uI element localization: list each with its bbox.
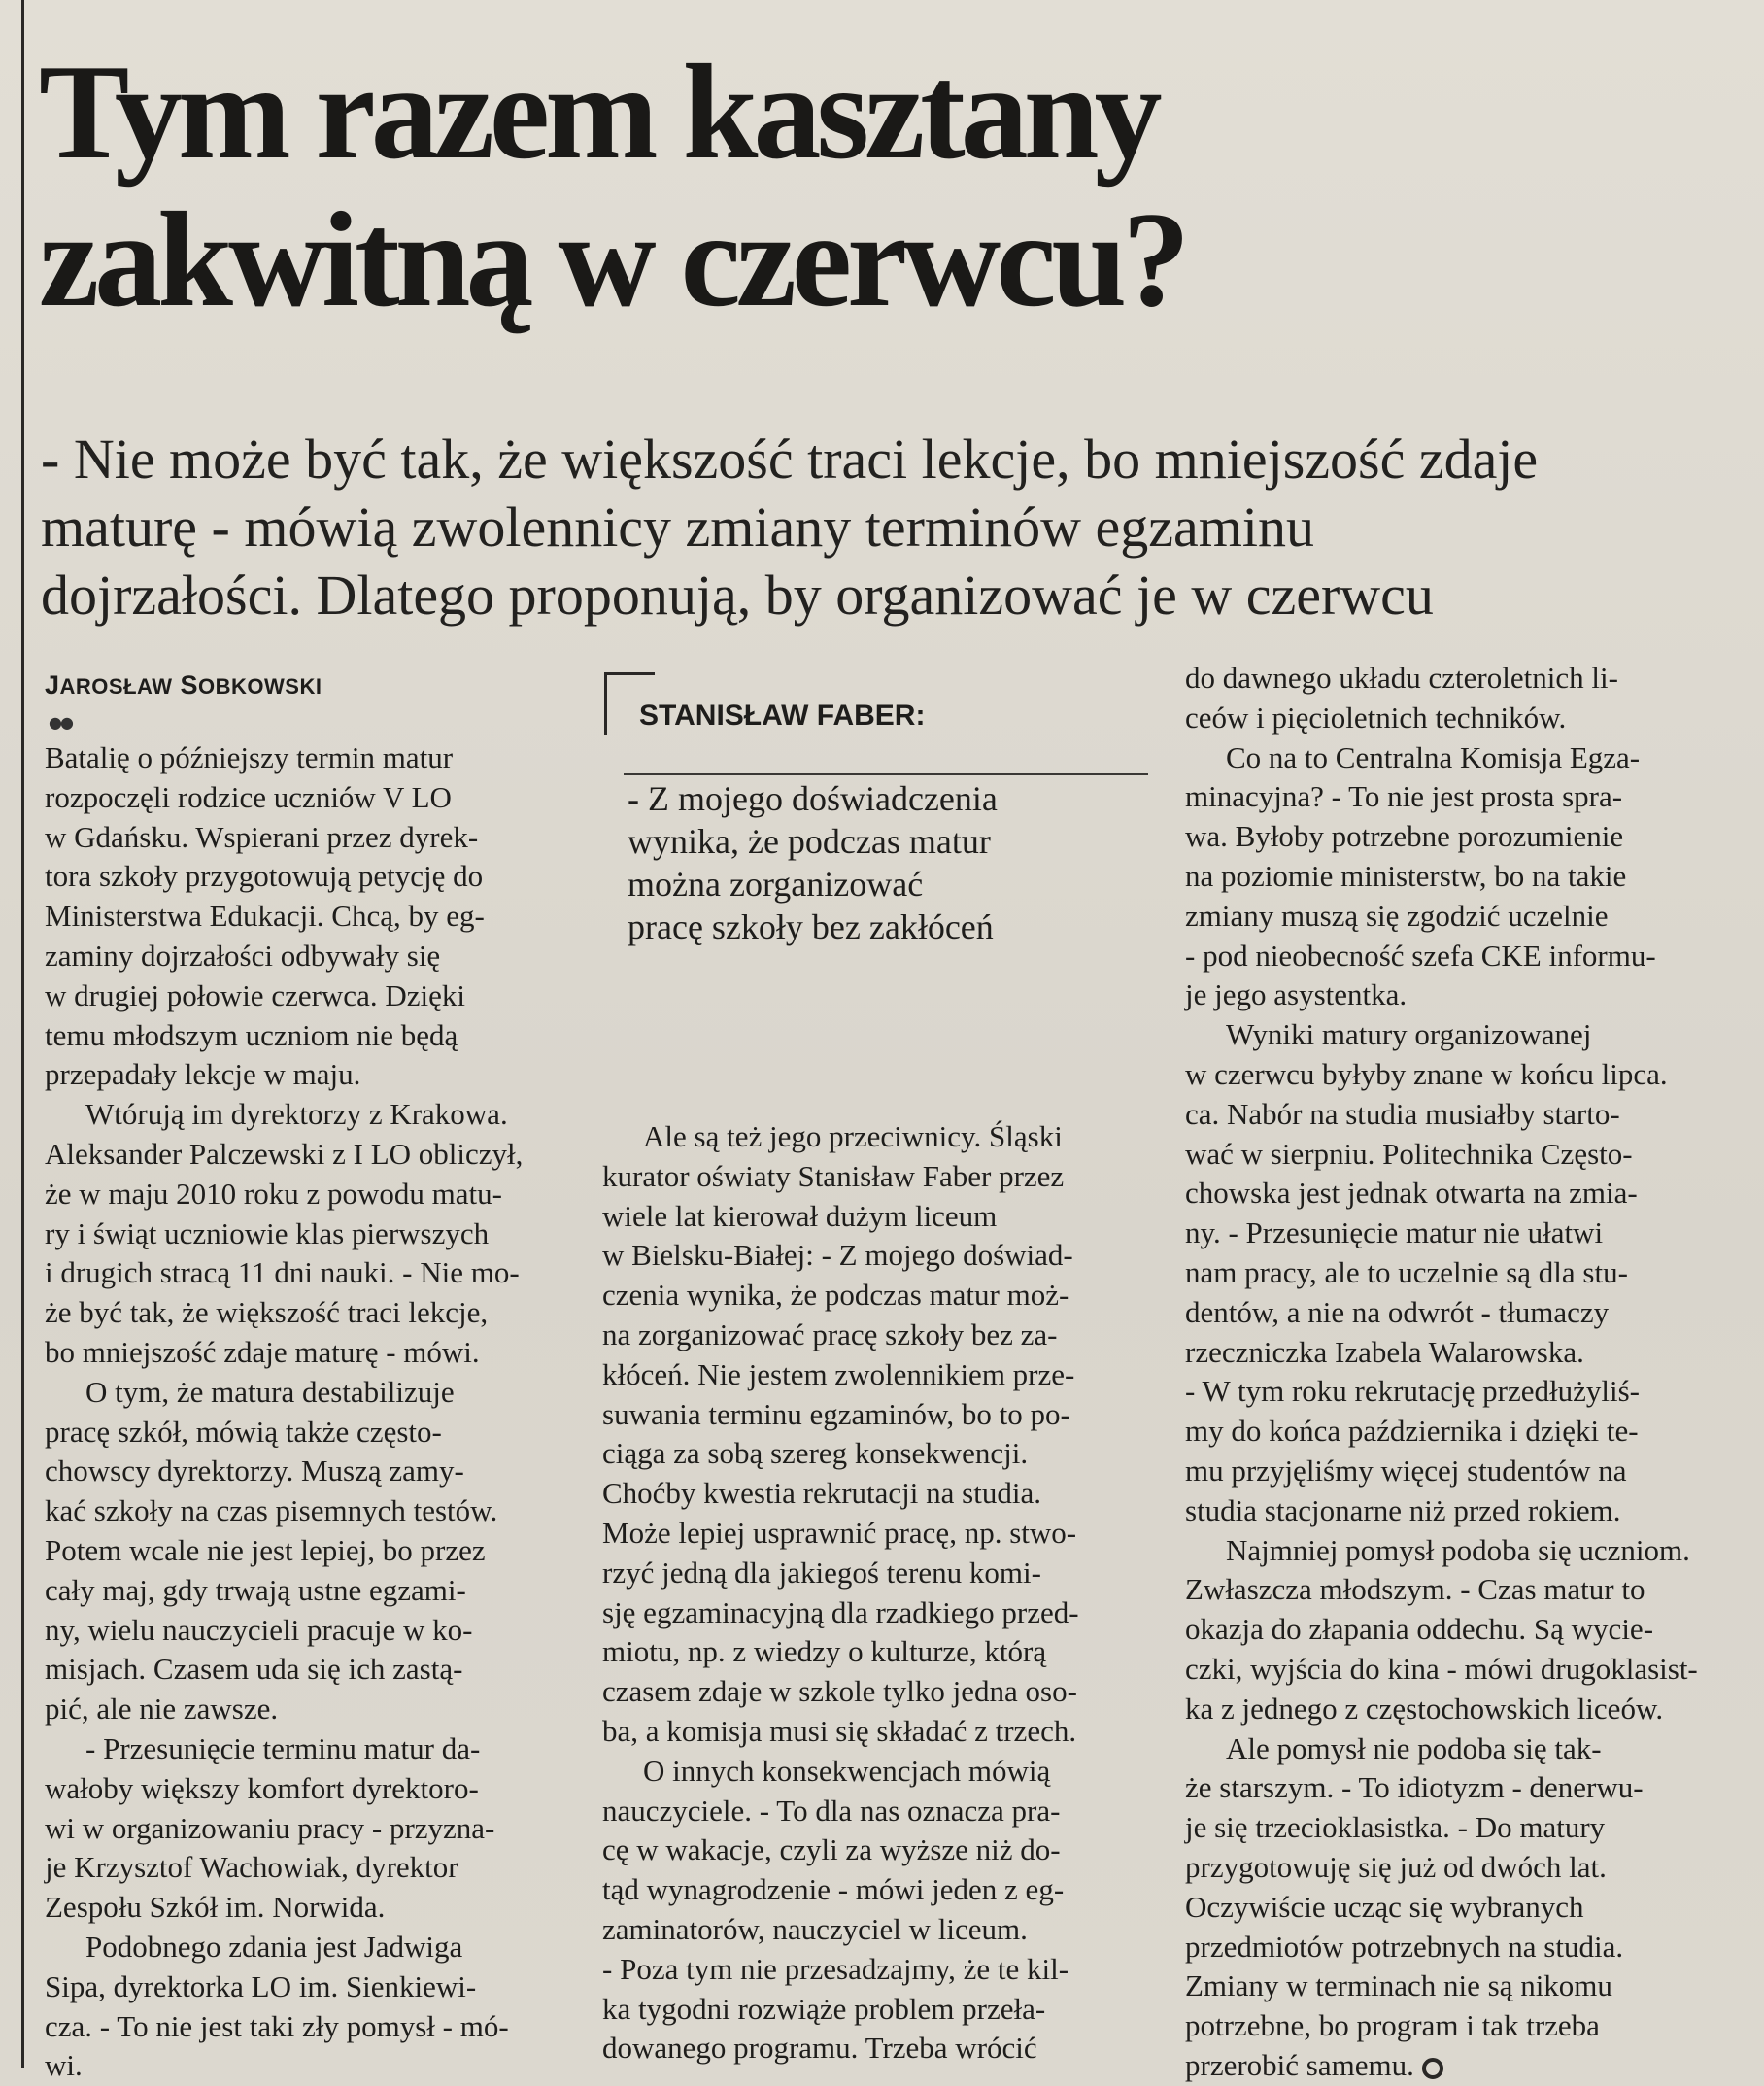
text-line: - pod nieobecność szefa CKE informu- bbox=[1185, 938, 1656, 973]
text-line: bo mniejszość zdaje maturę - mówi. bbox=[45, 1334, 480, 1369]
pullquote-line: można zorganizować bbox=[628, 865, 924, 904]
text-line: miotu, np. z wiedzy o kulturze, którą bbox=[602, 1634, 1047, 1669]
text-line: tora szkoły przygotowują petycję do bbox=[45, 859, 484, 894]
text-line: sję egzaminacyjną dla rzadkiego przed- bbox=[602, 1594, 1079, 1629]
text-line: w Bielsku-Białej: - Z mojego doświad- bbox=[602, 1238, 1073, 1273]
text-line: cza. - To nie jest taki zły pomysł - mó- bbox=[45, 2008, 509, 2043]
text-line: Może lepiej usprawnić pracę, np. stwo- bbox=[602, 1515, 1077, 1550]
text-line: Ministerstwa Edukacji. Chcą, by eg- bbox=[45, 899, 485, 934]
text-line: cały maj, gdy trwają ustne egzami- bbox=[45, 1572, 466, 1607]
text-line: nauczyciele. - To dla nas oznacza pra- bbox=[602, 1793, 1061, 1828]
text-line: że w maju 2010 roku z powodu matu- bbox=[45, 1176, 502, 1211]
text-line: je jego asystentka. bbox=[1185, 977, 1408, 1012]
text-line: - W tym roku rekrutację przedłużyliś- bbox=[1185, 1374, 1640, 1409]
paragraph bbox=[602, 1117, 1154, 1752]
paragraph bbox=[45, 1095, 589, 1373]
text-line: zaminatorów, nauczyciel w liceum. bbox=[602, 1911, 1028, 1946]
text-line: na zorganizować pracę szkoły bez za- bbox=[602, 1317, 1058, 1351]
text-line: w czerwcu byłyby znane w końcu lipca. bbox=[1185, 1056, 1668, 1091]
text-line: czasem zdaje w szkole tylko jedna oso- bbox=[602, 1674, 1077, 1709]
text-line: przedmiotów potrzebnych na studia. bbox=[1185, 1929, 1624, 1964]
text-line: ba, a komisja musi się składać z trzech. bbox=[602, 1713, 1077, 1748]
text-line: potrzebne, bo program i tak trzeba bbox=[1185, 2008, 1600, 2043]
paragraph bbox=[45, 1373, 589, 1729]
text-line: czki, wyjścia do kina - mówi drugoklasist- bbox=[1185, 1651, 1698, 1686]
text-line: ny. - Przesunięcie matur nie ułatwi bbox=[1185, 1215, 1604, 1250]
text-line: je się trzecioklasistka. - Do matury bbox=[1185, 1810, 1606, 1845]
pullquote bbox=[604, 672, 1148, 993]
text-line: Aleksander Palczewski z I LO obliczył, bbox=[45, 1136, 524, 1171]
text-line: suwania terminu egzaminów, bo to po- bbox=[602, 1396, 1070, 1431]
text-line: wi. bbox=[45, 2048, 83, 2083]
pullquote-line: wynika, że podczas matur bbox=[628, 822, 991, 861]
text-line: ciąga za sobą szereg konsekwencji. bbox=[602, 1436, 1029, 1471]
text-line: wać w sierpniu. Politechnika Często- bbox=[1185, 1136, 1633, 1171]
text-line: Zmiany w terminach nie są nikomu bbox=[1185, 1968, 1612, 2003]
text-line: Batalię o późniejszy termin matur bbox=[45, 740, 454, 774]
pullquote-line: pracę szkoły bez zakłóceń bbox=[628, 907, 994, 946]
text-line: i drugich stracą 11 dni nauki. - Nie mo- bbox=[45, 1255, 520, 1290]
text-line: Oczywiście ucząc się wybranych bbox=[1185, 1889, 1584, 1924]
text-line: Wtórują im dyrektorzy z Krakowa. bbox=[85, 1097, 508, 1132]
paragraph bbox=[602, 1752, 1154, 2069]
text-line: temu młodszym uczniom nie będą bbox=[45, 1017, 458, 1052]
pullquote-text bbox=[628, 777, 1152, 948]
end-of-article-icon bbox=[1422, 2058, 1443, 2079]
text-line: Ale pomysł nie podoba się tak- bbox=[1226, 1730, 1602, 1765]
text-line: pić, ale nie zawsze. bbox=[45, 1692, 279, 1727]
headline bbox=[39, 39, 1748, 334]
text-line: wałoby większy komfort dyrektoro- bbox=[45, 1770, 479, 1805]
headline-line: zakwitną w czerwcu? bbox=[39, 185, 1186, 335]
text-line: my do końca października i dzięki te- bbox=[1185, 1414, 1639, 1449]
text-line: wiele lat kierował dużym liceum bbox=[602, 1198, 998, 1233]
text-line: wi w organizowaniu pracy - przyzna- bbox=[45, 1810, 495, 1845]
text-line: ry i świąt uczniowie klas pierwszych bbox=[45, 1215, 490, 1250]
text-line: do dawnego układu czteroletnich li- bbox=[1185, 661, 1618, 695]
pullquote-line: - Z mojego doświadczenia bbox=[628, 779, 998, 818]
text-line: ka z jednego z częstochowskich liceów. bbox=[1185, 1691, 1664, 1726]
text-line: w Gdańsku. Wspierani przez dyrek- bbox=[45, 819, 479, 854]
text-line: przepadały lekcje w maju. bbox=[45, 1057, 361, 1092]
text-line: rzyć jedną dla jakiegoś terenu komi- bbox=[602, 1555, 1041, 1590]
text-line: że starszym. - To idiotyzm - denerwu- bbox=[1185, 1770, 1644, 1805]
pullquote-name: STANISŁAW FABER: bbox=[639, 700, 926, 732]
text-line: - Przesunięcie terminu matur da- bbox=[85, 1730, 481, 1765]
byline-dots-icon: ●● bbox=[49, 713, 72, 732]
paragraph bbox=[1185, 1729, 1748, 2086]
text-line: minacyjna? - To nie jest prosta spra- bbox=[1185, 779, 1623, 814]
text-line: je Krzysztof Wachowiak, dyrektor bbox=[45, 1850, 458, 1885]
text-line: O tym, że matura destabilizuje bbox=[85, 1374, 455, 1409]
text-line: chowscy dyrektorzy. Muszą zamy- bbox=[45, 1453, 464, 1488]
lede bbox=[41, 426, 1750, 630]
pullquote-corner-rule bbox=[604, 672, 607, 735]
text-line: ceów i pięcioletnich techników. bbox=[1185, 700, 1567, 735]
article-column-2 bbox=[602, 1117, 1154, 2069]
text-line: misjach. Czasem uda się ich zastą- bbox=[45, 1652, 463, 1687]
text-line: kać szkoły na czas pisemnych testów. bbox=[45, 1493, 498, 1528]
text-line: mu przyjęliśmy więcej studentów na bbox=[1185, 1453, 1627, 1488]
text-line: tąd wynagrodzenie - mówi jeden z eg- bbox=[602, 1872, 1065, 1907]
text-line: ca. Nabór na studia musiałby starto- bbox=[1185, 1096, 1620, 1131]
text-line: studia stacjonarne niż przed rokiem. bbox=[1185, 1492, 1621, 1527]
text-line: cę w wakacje, czyli za wyższe niż do- bbox=[602, 1832, 1061, 1867]
text-line: Zespołu Szkół im. Norwida. bbox=[45, 1890, 386, 1925]
text-line: przygotowuję się już od dwóch lat. bbox=[1185, 1849, 1607, 1884]
text-line: pracę szkół, mówią także często- bbox=[45, 1414, 442, 1449]
text-line: okazja do złapania oddechu. Są wycie- bbox=[1185, 1612, 1654, 1647]
paragraph bbox=[45, 1928, 589, 2086]
left-column-rule bbox=[21, 0, 24, 2068]
text-line: Sipa, dyrektorka LO im. Sienkiewi- bbox=[45, 1968, 477, 2003]
text-line: czenia wynika, że podczas matur moż- bbox=[602, 1278, 1069, 1313]
text-line: Podobnego zdania jest Jadwiga bbox=[85, 1929, 463, 1964]
text-line: Potem wcale nie jest lepiej, bo przez bbox=[45, 1532, 486, 1567]
text-line: nam pracy, ale to uczelnie są dla stu- bbox=[1185, 1254, 1628, 1289]
text-line: kłóceń. Nie jestem zwolennikiem prze- bbox=[602, 1356, 1075, 1391]
text-line: przerobić samemu. bbox=[1185, 2046, 1748, 2086]
text-line: dowanego programu. Trzeba wrócić bbox=[602, 2031, 1037, 2066]
article-column-3 bbox=[1185, 659, 1748, 2086]
paragraph bbox=[1185, 1531, 1748, 1729]
text-line: ka tygodni rozwiąże problem przeła- bbox=[602, 1991, 1046, 2026]
author-byline: JAROSŁAW SOBKOWSKI bbox=[45, 670, 322, 700]
paragraph bbox=[1185, 738, 1748, 1016]
text-line: - Poza tym nie przesadzajmy, że te kil- bbox=[602, 1951, 1069, 1986]
lede-line: - Nie może być tak, że większość traci lekcje, bo mniejszość zdaje bbox=[41, 427, 1539, 491]
pullquote-divider bbox=[624, 773, 1148, 775]
paragraph bbox=[1185, 1015, 1748, 1530]
text-line: Co na to Centralna Komisja Egza- bbox=[1226, 739, 1641, 774]
text-line: dentów, a nie na odwrót - tłumaczy bbox=[1185, 1294, 1610, 1329]
paragraph bbox=[45, 1729, 589, 1928]
paragraph bbox=[45, 738, 589, 1095]
text-line: na poziomie ministerstw, bo na takie bbox=[1185, 858, 1627, 893]
text-line: rozpoczęli rodzice uczniów V LO bbox=[45, 779, 452, 814]
text-line: że być tak, że większość traci lekcje, bbox=[45, 1295, 489, 1330]
paragraph bbox=[1185, 659, 1748, 738]
text-line: w drugiej połowie czerwca. Dzięki bbox=[45, 977, 465, 1012]
text-line: Zwłaszcza młodszym. - Czas matur to bbox=[1185, 1572, 1645, 1607]
text-line: Wyniki matury organizowanej bbox=[1226, 1017, 1592, 1052]
text-line: wa. Byłoby potrzebne porozumienie bbox=[1185, 819, 1624, 854]
article-column-1 bbox=[45, 738, 589, 2086]
headline-line: Tym razem kasztany bbox=[39, 37, 1158, 188]
text-line: O innych konsekwencjach mówią bbox=[643, 1753, 1051, 1788]
pullquote-corner-rule bbox=[604, 672, 655, 675]
text-line: chowska jest jednak otwarta na zmia- bbox=[1185, 1176, 1638, 1211]
text-line: rzeczniczka Izabela Walarowska. bbox=[1185, 1334, 1584, 1369]
text-line: ny, wielu nauczycieli pracuje w ko- bbox=[45, 1612, 473, 1647]
text-line: Choćby kwestia rekrutacji na studia. bbox=[602, 1476, 1041, 1511]
text-line: kurator oświaty Stanisław Faber przez bbox=[602, 1158, 1065, 1193]
text-line: zaminy dojrzałości odbywały się bbox=[45, 938, 441, 973]
text-line: Ale są też jego przeciwnicy. Śląski bbox=[643, 1119, 1063, 1153]
lede-line: maturę - mówią zwolennicy zmiany terminów egzaminu bbox=[41, 496, 1315, 559]
text-line: zmiany muszą się zgodzić uczelnie bbox=[1185, 898, 1609, 933]
text-line: Najmniej pomysł podoba się uczniom. bbox=[1226, 1532, 1690, 1567]
lede-line: dojrzałości. Dlatego proponują, by organizować je w czerwcu bbox=[41, 564, 1434, 627]
